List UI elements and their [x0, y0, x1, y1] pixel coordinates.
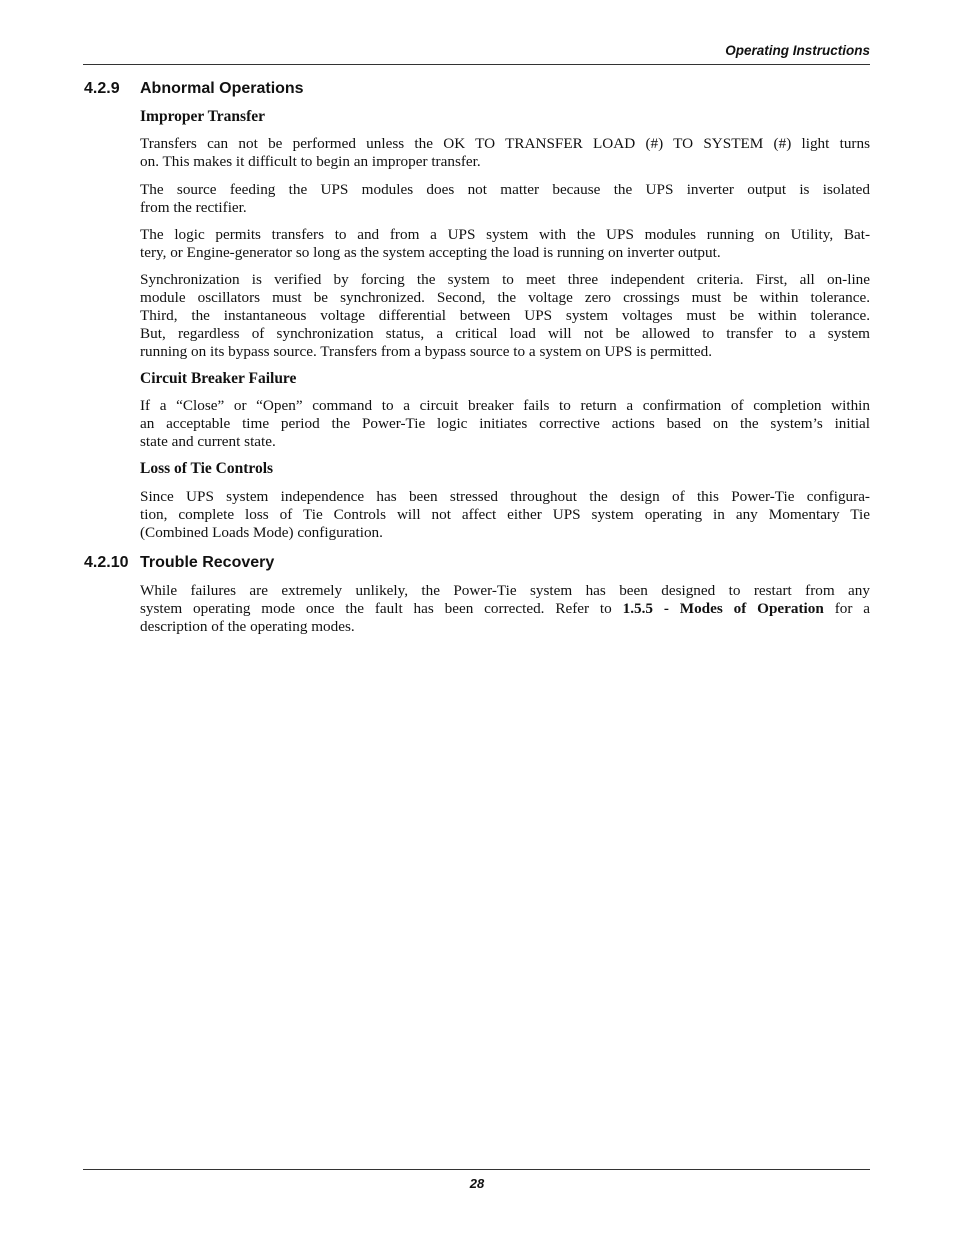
paragraph-circuit-breaker-failure: [140, 397, 870, 451]
text-line: an acceptable time period the Power-Tie logic initiates corrective actions based on the system’s initial: [140, 415, 870, 432]
text-line: Synchronization is verified by forcing the system to meet three independent criteria. First, all on-line: [140, 271, 870, 288]
footer-rule: [83, 1169, 870, 1170]
text-line: Transfers can not be performed unless the OK TO TRANSFER LOAD (#) TO SYSTEM (#) light turns: [140, 135, 870, 152]
text-line: description of the operating modes.: [140, 618, 355, 635]
page-number: 28: [469, 1176, 485, 1191]
text-line: But, regardless of synchronization status, a critical load will not be allowed to transfer to a system: [140, 325, 870, 342]
paragraph-improper-transfer-2: [140, 181, 870, 217]
subheading-circuit-breaker-failure: Circuit Breaker Failure: [140, 370, 297, 387]
text-line: Third, the instantaneous voltage differential between UPS system voltages must be within tolerance.: [140, 307, 870, 324]
text-line: tion, complete loss of Tie Controls will not affect either UPS system operating in any Momentary Tie: [140, 506, 870, 523]
text-line: tery, or Engine-generator so long as the system accepting the load is running on inverter output.: [140, 244, 721, 261]
section-number: 4.2.9: [84, 80, 120, 97]
text-line: If a “Close” or “Open” command to a circuit breaker fails to return a confirmation of completion within: [140, 397, 870, 414]
subheading-loss-of-tie-controls: Loss of Tie Controls: [140, 460, 274, 477]
text-line: running on its bypass source. Transfers from a bypass source to a system on UPS is permitted.: [140, 343, 713, 360]
text-line: The logic permits transfers to and from a UPS system with the UPS modules running on Utility, Bat-: [140, 226, 870, 243]
text-line: module oscillators must be synchronized. Second, the voltage zero crossings must be within tolerance.: [140, 289, 870, 306]
text-line: (Combined Loads Mode) configuration.: [140, 524, 383, 541]
paragraph-loss-of-tie-controls: [140, 488, 870, 542]
cross-reference: 1.5.5 - Modes of Operation: [622, 600, 824, 617]
subheading-improper-transfer: Improper Transfer: [140, 108, 265, 125]
text-line: [140, 600, 870, 618]
header-rule: [83, 64, 870, 65]
text-line: Since UPS system independence has been stressed throughout the design of this Power-Tie configura-: [140, 488, 870, 505]
text-run: for a: [823, 600, 871, 617]
text-line: on. This makes it difficult to begin an improper transfer.: [140, 153, 481, 170]
section-heading-4-2-9: [84, 80, 304, 98]
text-line: state and current state.: [140, 433, 276, 450]
text-run: system operating mode once the fault has been corrected. Refer to: [140, 600, 623, 617]
section-title: Abnormal Operations: [140, 80, 304, 97]
text-line: While failures are extremely unlikely, the Power-Tie system has been designed to restart from any: [140, 582, 870, 599]
paragraph-improper-transfer-3: [140, 226, 870, 262]
text-line: The source feeding the UPS modules does not matter because the UPS inverter output is isolated: [140, 181, 870, 198]
paragraph-improper-transfer-4: [140, 271, 870, 361]
section-heading-4-2-10: [84, 554, 274, 572]
paragraph-trouble-recovery: [140, 582, 870, 636]
running-header: Operating Instructions: [725, 43, 870, 58]
text-line: from the rectifier.: [140, 199, 247, 216]
paragraph-improper-transfer-1: [140, 135, 870, 171]
section-title: Trouble Recovery: [140, 554, 275, 571]
section-number: 4.2.10: [84, 554, 129, 571]
